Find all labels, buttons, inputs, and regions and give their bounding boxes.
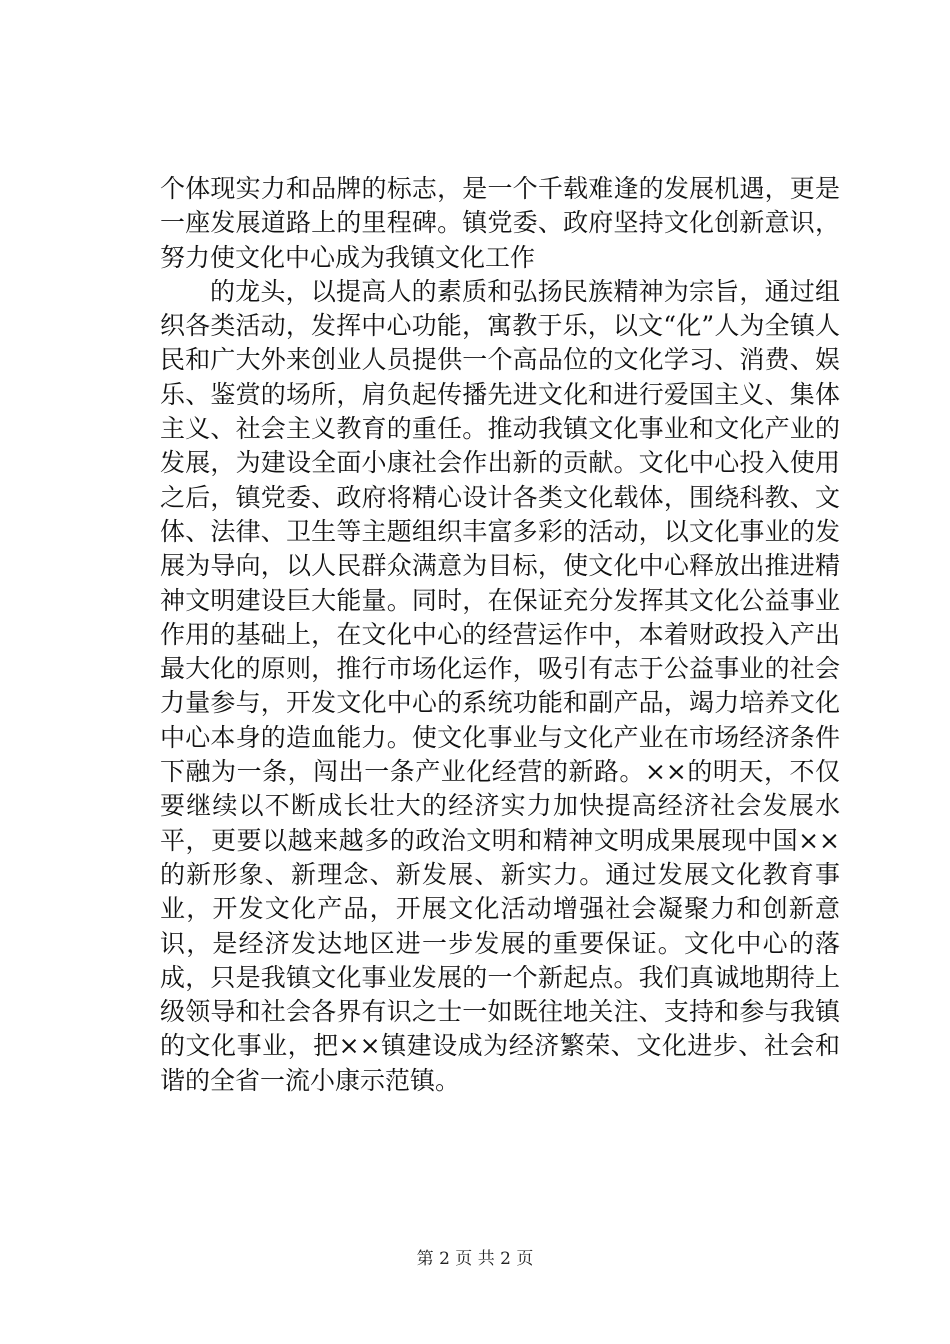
document-body [160,172,840,1098]
page-footer: 第 2 页 共 2 页 [416,1249,534,1269]
paragraph-2: 的龙头，以提高人的素质和弘扬民族精神为宗旨，通过组织各类活动，发挥中心功能，寓教于乐，以文“化”人为全镇人民和广大外来创业人员提供一个高品位的文化学习、消费、娱乐、鉴赏的场所，肩负起传播先进文化和进行爱国主义、集体主义、社会主义教育的重任。推动我镇文化事业和文化产业的发展，为建设全面小康社会作出新的贡献。文化中心投入使用之后，镇党委、政府将精心设计各类文化载体，围绕科教、文体、法律、卫生等主题组织丰富多彩的活动，以文化事业的发展为导向，以人民群众满意为目标，使文化中心释放出推进精神文明建设巨大能量。同时，在保证充分发挥其文化公益事业作用的基础上，在文化中心的经营运作中，本着财政投入产出最大化的原则，推行市场化运作，吸引有志于公益事业的社会力量参与，开发文化中心的系统功能和副产品，竭力培养文化中心本身的造血能力。使文化事业与文化产业在市场经济条件下融为一条，闯出一条产业化经营的新路。××的明天，不仅要继续以不断成长壮大的经济实力加快提高经济社会发展水平，更要以越来越多的政治文明和精神文明成果展现中国××的新形象、新理念、新发展、新实力。通过发展文化教育事业，开发文化产品，开展文化活动增强社会凝聚力和创新意识，是经济发达地区进一步发展的重要保证。文化中心的落成，只是我镇文化事业发展的一个新起点。我们真诚地期待上级领导和社会各界有识之士一如既往地关注、支持和参与我镇的文化事业，把××镇建设成为经济繁荣、文化进步、社会和谐的全省一流小康示范镇。 [160,276,840,1095]
paragraph-1: 个体现实力和品牌的标志，是一个千载难逢的发展机遇，更是一座发展道路上的里程碑。镇党委、政府坚持文化创新意识，努力使文化中心成为我镇文化工作 [160,174,840,272]
